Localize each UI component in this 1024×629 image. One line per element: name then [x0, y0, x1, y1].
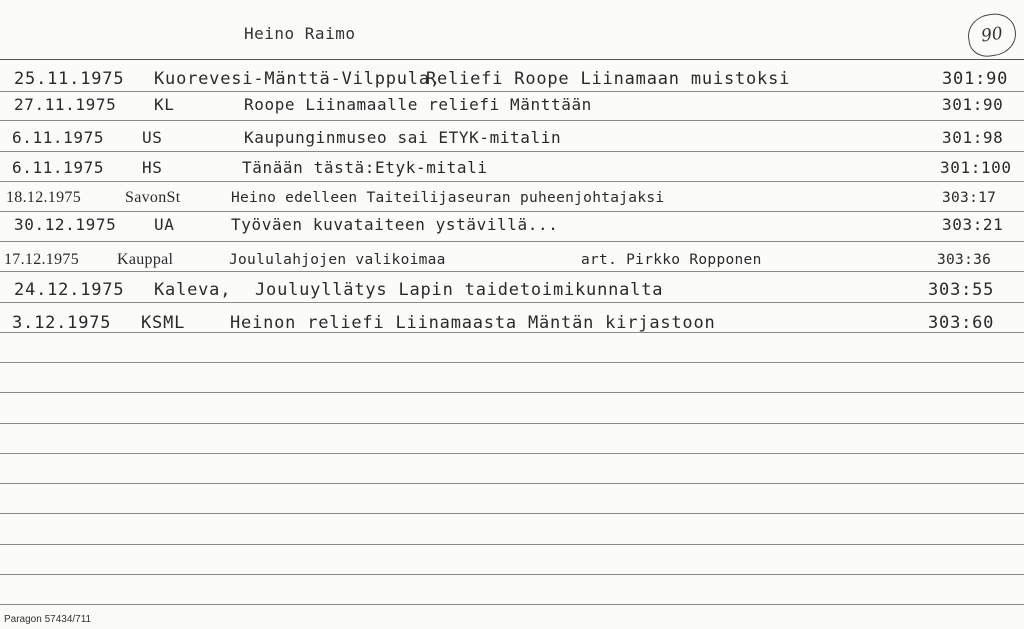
- entry-date: 24.12.1975: [14, 280, 125, 300]
- entry-row: [0, 183, 1024, 213]
- entry-date: 6.11.1975: [12, 128, 105, 147]
- ruled-line: [0, 513, 1024, 514]
- card-footer-print: Paragon 57434/711: [4, 614, 92, 625]
- entry-date: 18.12.1975: [6, 189, 81, 206]
- entry-ref: 301:90: [942, 69, 1009, 89]
- entry-title: Heino edelleen Taiteilijaseuran puheenjohtajaksi: [231, 190, 665, 206]
- entry-ref: 301:98: [942, 128, 1004, 147]
- entry-source: SavonSt: [125, 189, 181, 206]
- entry-title: Roope Liinamaalle reliefi Mänttään: [244, 95, 592, 114]
- entry-source: KSML: [141, 313, 186, 333]
- ruled-line: [0, 604, 1024, 605]
- entry-row: [0, 245, 1024, 275]
- entry-date: 6.11.1975: [12, 158, 105, 177]
- entry-source: US: [142, 128, 163, 147]
- entry-source: HS: [142, 158, 163, 177]
- entry-ref: 303:21: [942, 215, 1004, 234]
- ruled-line: [0, 483, 1024, 484]
- entry-note: art. Pirkko Ropponen: [581, 252, 762, 268]
- entry-title: Jouluyllätys Lapin taidetoimikunnalta: [255, 280, 664, 300]
- entry-date: 27.11.1975: [14, 95, 117, 114]
- entry-source: KL: [154, 95, 175, 114]
- entry-date: 30.12.1975: [14, 215, 117, 234]
- ruled-line: [0, 392, 1024, 393]
- entry-ref: 303:55: [928, 280, 995, 300]
- entry-row: [0, 123, 1024, 153]
- entry-ref: 303:17: [942, 190, 997, 206]
- entry-source: Kaleva,: [154, 280, 232, 300]
- entry-title: Joululahjojen valikoimaa: [229, 252, 446, 268]
- card-heading-name: Heino Raimo: [244, 24, 356, 43]
- entry-date: 17.12.1975: [4, 251, 79, 268]
- ruled-line: [0, 59, 1024, 60]
- entry-row: [0, 153, 1024, 183]
- entry-source: Kuorevesi-Mänttä-Vilppula,: [154, 69, 441, 89]
- entry-source: UA: [154, 215, 175, 234]
- entry-row: [0, 275, 1024, 305]
- entry-ref: 303:36: [937, 252, 992, 268]
- entry-ref: 301:90: [942, 95, 1004, 114]
- ruled-line: [0, 423, 1024, 424]
- ruled-line: [0, 453, 1024, 454]
- ruled-line: [0, 574, 1024, 575]
- entry-title: Reliefi Roope Liinamaan muistoksi: [426, 69, 791, 89]
- ruled-line: [0, 544, 1024, 545]
- entry-row: [0, 90, 1024, 120]
- ruled-line: [0, 362, 1024, 363]
- entry-row: [0, 210, 1024, 240]
- entry-ref: 303:60: [928, 313, 995, 333]
- entry-title: Tänään tästä:Etyk-mitali: [242, 158, 488, 177]
- entry-title: Kaupunginmuseo sai ETYK-mitalin: [244, 128, 562, 147]
- entry-row: [0, 308, 1024, 338]
- entry-title: Työväen kuvataiteen ystävillä...: [231, 215, 559, 234]
- stamp-text: 90: [979, 23, 1005, 47]
- entry-title: Heinon reliefi Liinamaasta Mäntän kirjastoon: [230, 313, 716, 333]
- entry-date: 3.12.1975: [12, 313, 112, 333]
- ruled-line: [0, 241, 1024, 242]
- entry-source: Kauppal: [117, 251, 174, 268]
- handwritten-number-stamp: [965, 11, 1018, 59]
- ruled-line: [0, 120, 1024, 121]
- entry-ref: 301:100: [940, 158, 1012, 177]
- entry-date: 25.11.1975: [14, 69, 125, 89]
